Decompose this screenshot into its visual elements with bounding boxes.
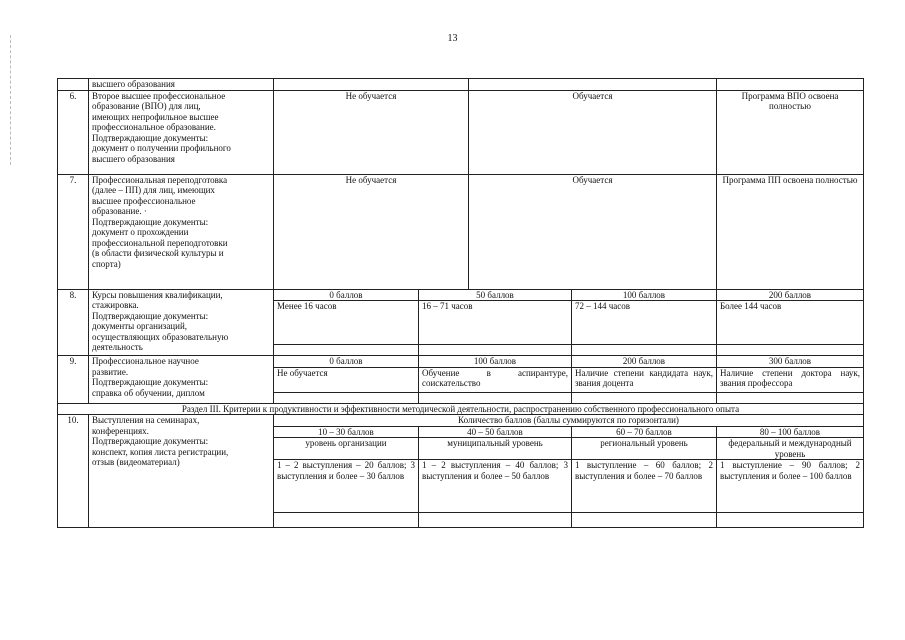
value-cell (717, 79, 864, 91)
desc-cell: 72 – 144 часов (572, 301, 717, 345)
section-heading-row (58, 403, 864, 415)
blank-cell (274, 392, 419, 403)
criterion-cell: Курсы повышения квалификации, стажировка. Подтверждающие документы: документы организаций, осуществляющих образовательную деятельность (89, 289, 274, 356)
table-row-10-header (58, 415, 864, 427)
row-number-cell (58, 79, 89, 91)
score-cell: 10 – 30 баллов (274, 426, 419, 438)
detail-cell: 1 – 2 выступления – 40 баллов; 3 выступления и более – 50 баллов (419, 460, 572, 513)
blank-cell (717, 345, 864, 356)
table-row-5-continuation (58, 79, 864, 91)
score-cell: 0 баллов (274, 356, 419, 368)
level-cell: федеральный и международный уровень (717, 438, 864, 460)
table-row-9-scores (58, 356, 864, 368)
blank-cell (572, 392, 717, 403)
row-number-cell: 9. (58, 356, 89, 404)
level-cell: муниципальный уровень (419, 438, 572, 460)
blank-cell (717, 513, 864, 528)
criteria-table (57, 78, 864, 528)
value-not-studying: Не обучается (274, 90, 469, 174)
row-number-cell: 8. (58, 289, 89, 356)
page-number: 13 (447, 33, 458, 44)
desc-cell: 16 – 71 часов (419, 301, 572, 345)
level-cell: региональный уровень (572, 438, 717, 460)
detail-cell: 1 – 2 выступления – 20 баллов; 3 выступления и более – 30 баллов (274, 460, 419, 513)
level-cell: уровень организации (274, 438, 419, 460)
criterion-cell: высшего образования (89, 79, 274, 91)
desc-cell: Более 144 часов (717, 301, 864, 345)
score-cell: 80 – 100 баллов (717, 426, 864, 438)
value-not-studying: Не обучается (274, 174, 469, 289)
table-row-8-scores (58, 289, 864, 301)
criterion-cell: Профессиональное научное развитие. Подтверждающие документы: справка об обучении, диплом (89, 356, 274, 404)
row-number-cell: 10. (58, 415, 89, 528)
value-completed: Программа ВПО освоена полностью (717, 90, 864, 174)
blank-cell (274, 513, 419, 528)
detail-cell: 1 выступление – 90 баллов; 2 выступления и более – 100 баллов (717, 460, 864, 513)
score-cell: 200 баллов (572, 356, 717, 368)
score-cell: 200 баллов (717, 289, 864, 301)
score-cell: 50 баллов (419, 289, 572, 301)
score-cell: 300 баллов (717, 356, 864, 368)
criterion-cell: Профессиональная переподготовка (далее – ПП) для лиц, имеющих высшее профессиональное образование. · Подтверждающие документы: документ о прохождении профессиональной переподготовки (в области физической культуры и спорта) (89, 174, 274, 289)
blank-cell (572, 513, 717, 528)
value-completed: Программа ПП освоена полностью (717, 174, 864, 289)
desc-cell: Менее 16 часов (274, 301, 419, 345)
score-cell: 60 – 70 баллов (572, 426, 717, 438)
blank-cell (572, 345, 717, 356)
desc-cell: Обучение в аспирантуре, соискательство (419, 367, 572, 392)
row-number-cell: 6. (58, 90, 89, 174)
blank-cell (419, 345, 572, 356)
criterion-cell: Второе высшее профессиональное образование (ВПО) для лиц, имеющих непрофильное высшее профессиональное образование. Подтверждающие документы: документ о получении профильного высшего образования (89, 90, 274, 174)
row-number-cell: 7. (58, 174, 89, 289)
value-cell (469, 79, 717, 91)
score-cell: 0 баллов (274, 289, 419, 301)
margin-scan-mark (10, 35, 13, 165)
blank-cell (717, 392, 864, 403)
blank-cell (419, 513, 572, 528)
blank-cell (419, 392, 572, 403)
criterion-cell: Выступления на семинарах, конференциях. Подтверждающие документы: конспект, копия листа регистрации, отзыв (видеоматериал) (89, 415, 274, 528)
value-studying: Обучается (469, 90, 717, 174)
section-heading: Раздел III. Критерии к продуктивности и эффективности методической деятельности, распространению собственного профессионального опыта (58, 403, 864, 415)
value-studying: Обучается (469, 174, 717, 289)
desc-cell: Наличие степени кандидата наук, звания доцента (572, 367, 717, 392)
blank-cell (274, 345, 419, 356)
criteria-table-wrapper (57, 78, 863, 528)
score-cell: 100 баллов (572, 289, 717, 301)
table-row-7 (58, 174, 864, 289)
desc-cell: Не обучается (274, 367, 419, 392)
detail-cell: 1 выступление – 60 баллов; 2 выступления и более – 70 баллов (572, 460, 717, 513)
desc-cell: Наличие степени доктора наук, звания профессора (717, 367, 864, 392)
score-header: Количество баллов (баллы суммируются по горизонтали) (274, 415, 864, 427)
table-row-6 (58, 90, 864, 174)
score-cell: 40 – 50 баллов (419, 426, 572, 438)
value-cell (274, 79, 469, 91)
score-cell: 100 баллов (419, 356, 572, 368)
